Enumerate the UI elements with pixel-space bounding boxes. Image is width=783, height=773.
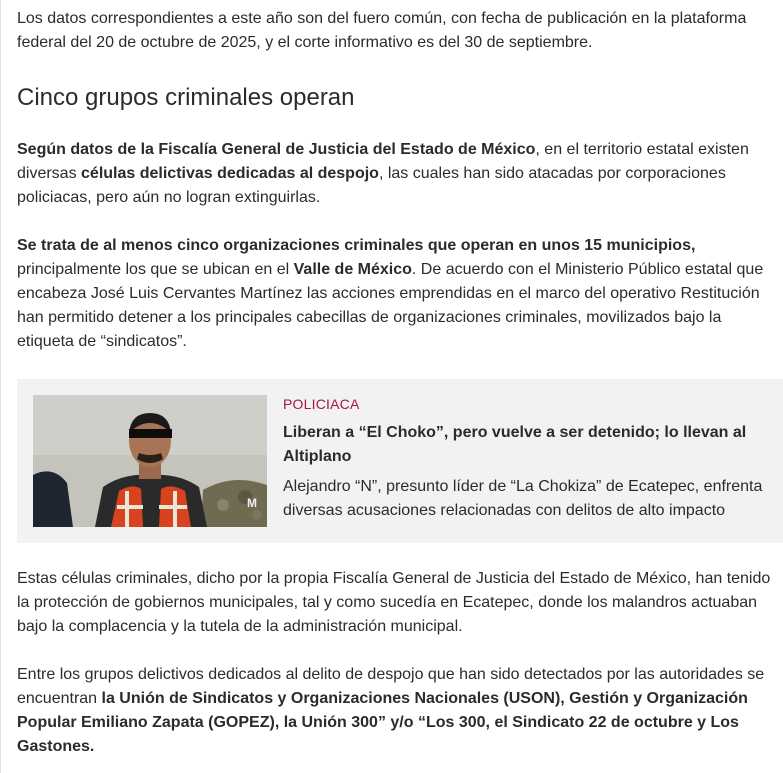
paragraph-grupos bbox=[17, 663, 773, 759]
bold-organizaciones: Se trata de al menos cinco organizaciones criminales que operan en unos 15 municipios, bbox=[17, 237, 696, 254]
text-span: , en el territorio estatal existen diversas bbox=[17, 141, 749, 182]
card-title-link[interactable]: Liberan a “El Choko”, pero vuelve a ser detenido; lo llevan al Altiplano bbox=[283, 424, 747, 465]
card-summary: Alejandro “N”, presunto líder de “La Chokiza” de Ecatepec, enfrenta diversas acusaciones relacionadas con delitos de alto impacto bbox=[283, 478, 763, 519]
card-category[interactable]: POLICIACA bbox=[283, 396, 360, 412]
svg-text:M: M bbox=[247, 496, 257, 510]
bold-fiscalia: Según datos de la Fiscalía General de Justicia del Estado de México bbox=[17, 141, 536, 158]
related-article-card[interactable] bbox=[17, 379, 783, 543]
text-span: principalmente los que se ubican en el bbox=[17, 261, 294, 278]
bold-grupos-list: la Unión de Sindicatos y Organizaciones Nacionales (USON), Gestión y Organización Popular Emiliano Zapata (GOPEZ), la Unión 300” y/o “Los 300, el Sindicato 22 de octubre y Los Gastones. bbox=[17, 690, 748, 755]
paragraph-data-date: Los datos correspondientes a este año son del fuero común, con fecha de publicación en la plataforma federal del 20 de octubre de 2025, y el corte informativo es del 30 de septiembre. bbox=[17, 10, 747, 51]
paragraph-proteccion: Estas células criminales, dicho por la propia Fiscalía General de Justicia del Estado de México, han tenido la protección de gobiernos municipales, tal y como sucedía en Ecatepec, donde los malandros actuaban bajo la complacencia y la tutela de la administración municipal. bbox=[17, 570, 771, 635]
text-span: , las cuales han sido atacadas por corporaciones policiacas, pero aún no logran extinguirlas. bbox=[17, 165, 726, 206]
text-span: Entre los grupos delictivos dedicados al delito de despojo que han sido detectados por las autoridades se encuentran bbox=[17, 666, 765, 707]
related-article-text bbox=[283, 395, 773, 523]
paragraph-fiscalia bbox=[17, 138, 773, 210]
bold-celulas: células delictivas dedicadas al despojo bbox=[81, 165, 379, 182]
text-span: . De acuerdo con el Ministerio Público estatal que encabeza José Luis Cervantes Martínez las acciones emprendidas en el marco del operativo Restitución han permitido detener a los principales cabecillas de organizaciones criminales, movilizados bajo la etiqueta de “sindicatos”. bbox=[17, 261, 764, 350]
left-border bbox=[0, 0, 1, 773]
paragraph-organizaciones bbox=[17, 234, 773, 354]
section-heading: Cinco grupos criminales operan bbox=[17, 84, 355, 111]
bold-valle: Valle de México bbox=[293, 261, 412, 278]
arrested-person-photo-icon[interactable] bbox=[33, 395, 267, 527]
